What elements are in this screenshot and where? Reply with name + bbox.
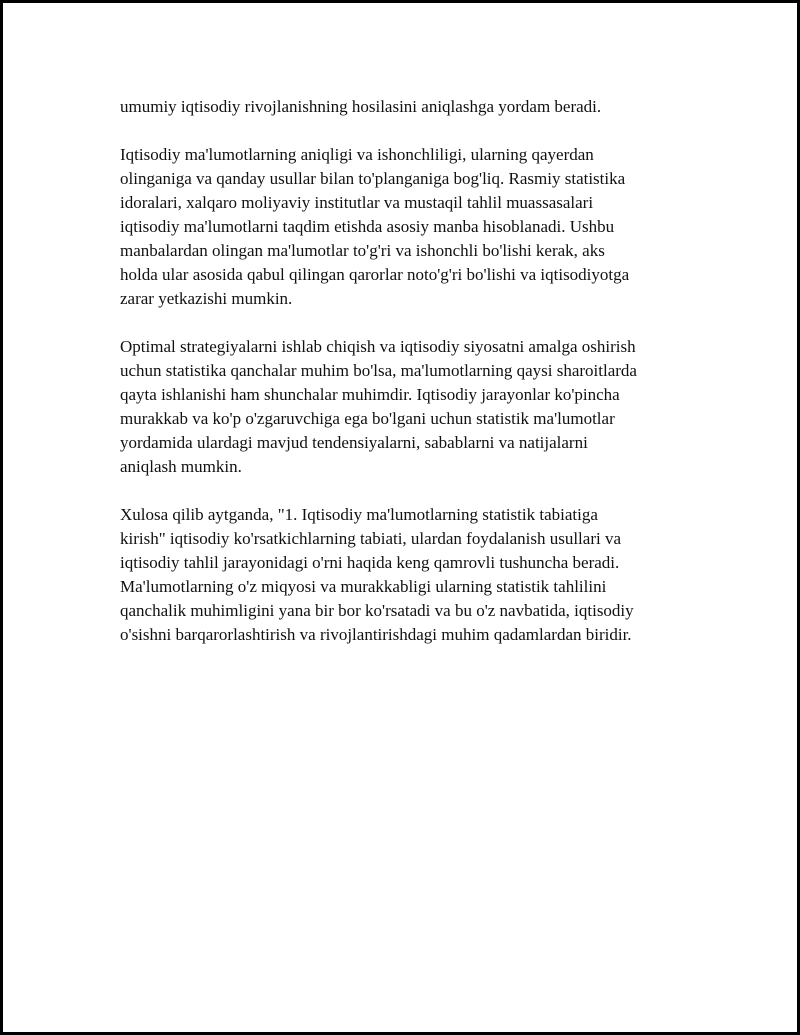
- document-body: [120, 95, 700, 671]
- paragraph-1: umumiy iqtisodiy rivojlanishning hosilasini aniqlashga yordam beradi.: [120, 97, 602, 116]
- paragraph-2: Iqtisodiy ma'lumotlarning aniqligi va ishonchliligi, ularning qayerdan olinganiga va qanday usullar bilan to'planganiga bog'liq. Rasmiy statistika idoralari, xalqaro moliyaviy institutlar va mustaqil tahlil muassasalari iqtisodiy ma'lumotlarni taqdim etishda asosiy manba hisoblanadi. Ushbu manbalardan olingan ma'lumotlar to'g'ri va ishonchli bo'lishi kerak, aks holda ular asosida qabul qilingan qarorlar noto'g'ri bo'lishi va iqtisodiyotga zarar yetkazishi mumkin.: [120, 145, 630, 308]
- paragraph-3: Optimal strategiyalarni ishlab chiqish va iqtisodiy siyosatni amalga oshirish uchun statistika qanchalar muhim bo'lsa, ma'lumotlarning qaysi sharoitlarda qayta ishlanishi ham shunchalar muhimdir. Iqtisodiy jarayonlar ko'pincha murakkab va ko'p o'zgaruvchiga ega bo'lgani uchun statistik ma'lumotlar yordamida ulardagi mavjud tendensiyalarni, sabablarni va natijalarni aniqlash mumkin.: [120, 337, 637, 476]
- paragraph-4: Xulosa qilib aytganda, "1. Iqtisodiy ma'lumotlarning statistik tabiatiga kirish" iqtisodiy ko'rsatkichlarning tabiati, ulardan foydalanish usullari va iqtisodiy tahlil jarayonidagi o'rni haqida keng qamrovli tushuncha beradi. Ma'lumotlarning o'z miqyosi va murakkabligi ularning statistik tahlilini qanchalik muhimligini yana bir bor ko'rsatadi va bu o'z navbatida, iqtisodiy o'sishni barqarorlashtirish va rivojlantirishdagi muhim qadamlardan biridir.: [120, 505, 634, 644]
